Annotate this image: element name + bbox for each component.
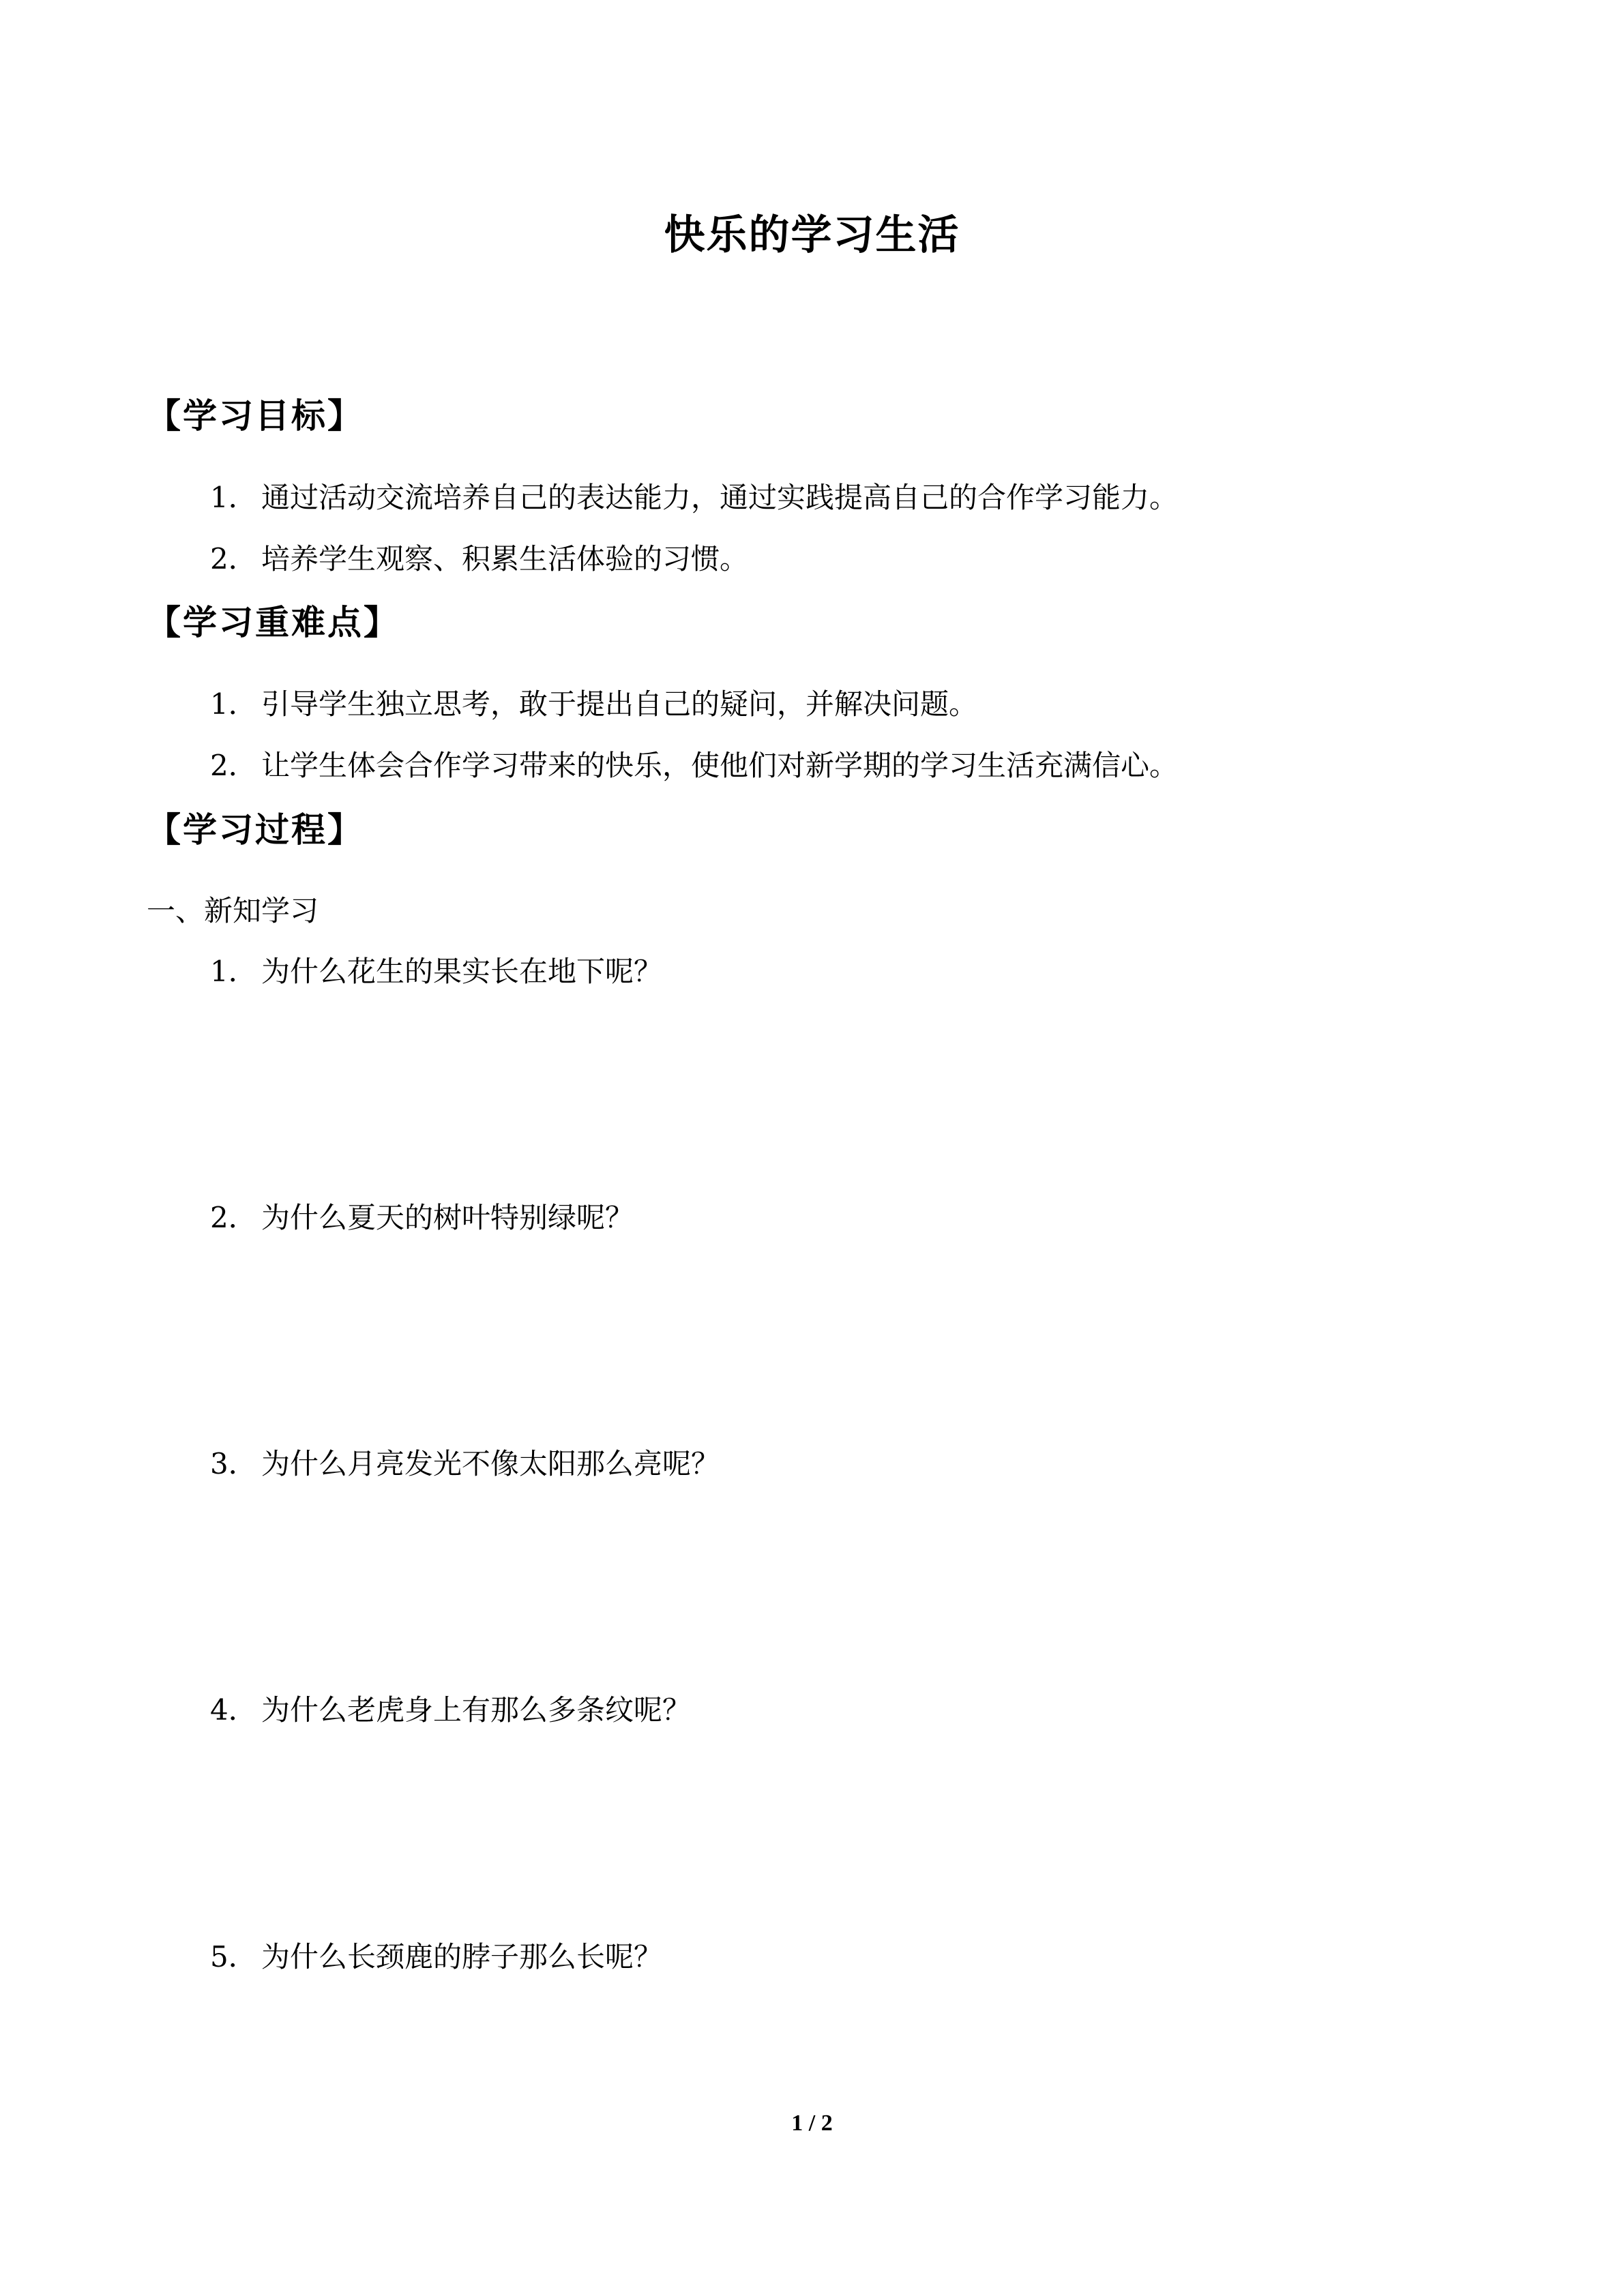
list-item [210, 477, 1178, 518]
section-heading-learning-process: 【学习过程】 [147, 810, 364, 850]
document-title: 快乐的学习生活 [664, 211, 960, 259]
question-item [210, 1937, 662, 1978]
list-item-text: 引导学生独立思考，敢于提出自己的疑问，并解决问题。 [261, 687, 978, 721]
section-heading-key-points: 【学习重难点】 [147, 603, 400, 642]
question-item [210, 1444, 720, 1485]
question-number: 4． [210, 1693, 257, 1727]
list-item-text: 让学生体会合作学习带来的快乐，使他们对新学期的学习生活充满信心。 [261, 749, 1179, 782]
question-item [210, 951, 662, 992]
question-text: 为什么老虎身上有那么多条纹呢？ [261, 1693, 692, 1727]
page-number: 1 / 2 [791, 2111, 833, 2136]
question-item [210, 1690, 691, 1731]
question-number: 5． [210, 1940, 257, 1973]
list-item-number: 1． [210, 481, 257, 514]
question-number: 2． [210, 1201, 257, 1234]
question-number: 1． [210, 955, 257, 988]
section-heading-learning-goals: 【学习目标】 [147, 396, 364, 436]
list-item-number: 2． [210, 749, 257, 782]
list-item-number: 1． [210, 687, 257, 721]
question-item [210, 1197, 634, 1238]
subheading-new-knowledge: 一、新知学习 [147, 894, 319, 927]
list-item-text: 通过活动交流培养自己的表达能力，通过实践提高自己的合作学习能力。 [261, 481, 1179, 514]
question-text: 为什么花生的果实长在地下呢？ [261, 955, 663, 988]
question-text: 为什么长颈鹿的脖子那么长呢？ [261, 1940, 663, 1973]
question-number: 3． [210, 1447, 257, 1480]
list-item-text: 培养学生观察、积累生活体验的习惯。 [261, 542, 749, 576]
question-text: 为什么夏天的树叶特别绿呢？ [261, 1201, 634, 1234]
list-item [210, 539, 748, 580]
list-item [210, 745, 1178, 786]
question-text: 为什么月亮发光不像太阳那么亮呢？ [261, 1447, 720, 1480]
list-item [210, 684, 977, 725]
list-item-number: 2． [210, 542, 257, 576]
